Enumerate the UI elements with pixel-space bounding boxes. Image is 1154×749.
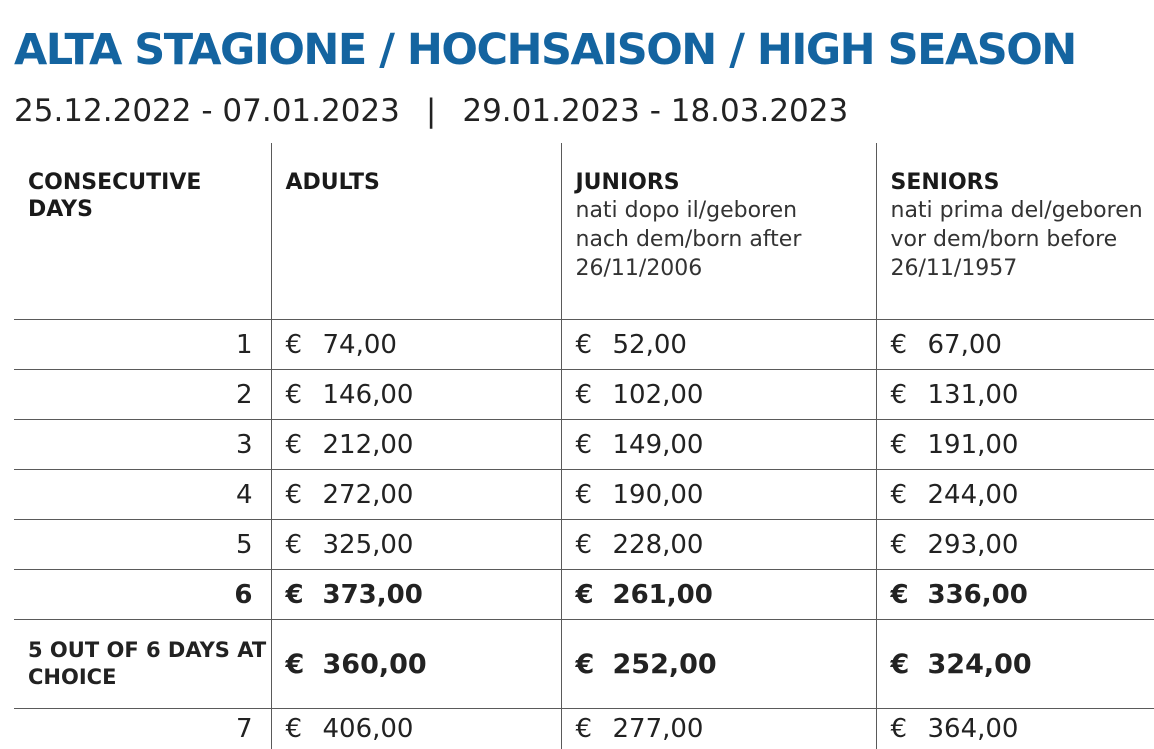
euro-sign: € xyxy=(576,714,613,744)
euro-sign: € xyxy=(891,530,928,560)
column-note: vor dem/born before xyxy=(891,225,1154,254)
date-range-1: 25.12.2022 - 07.01.2023 xyxy=(14,93,400,129)
price-value: 67,00 xyxy=(928,330,1002,360)
price-adults xyxy=(271,420,561,470)
table-row xyxy=(14,420,1154,470)
price-value: 191,00 xyxy=(928,430,1019,460)
table-row xyxy=(14,520,1154,570)
page-title: ALTA STAGIONE / HOCHSAISON / HIGH SEASON xyxy=(14,22,1076,78)
column-note: 26/11/2006 xyxy=(576,254,876,283)
table-row xyxy=(14,320,1154,370)
price-seniors xyxy=(876,620,1154,709)
table-row xyxy=(14,370,1154,420)
price-value: 102,00 xyxy=(613,380,704,410)
euro-sign: € xyxy=(891,714,928,744)
price-juniors xyxy=(561,570,876,620)
euro-sign: € xyxy=(891,649,928,680)
day-count: 3 xyxy=(14,420,271,470)
date-range-2: 29.01.2023 - 18.03.2023 xyxy=(462,93,848,129)
price-value: 212,00 xyxy=(323,430,414,460)
day-count: 6 xyxy=(14,570,271,620)
price-juniors xyxy=(561,370,876,420)
price-adults xyxy=(271,570,561,620)
price-juniors xyxy=(561,320,876,370)
euro-sign: € xyxy=(286,480,323,510)
price-value: 272,00 xyxy=(323,480,414,510)
price-adults xyxy=(271,320,561,370)
price-juniors xyxy=(561,709,876,749)
column-title: SENIORS xyxy=(891,169,1154,196)
price-seniors xyxy=(876,420,1154,470)
euro-sign: € xyxy=(576,430,613,460)
price-value: 228,00 xyxy=(613,530,704,560)
euro-sign: € xyxy=(286,649,323,680)
season-dates xyxy=(14,90,848,132)
choice-label: 5 OUT OF 6 DAYS AT CHOICE xyxy=(14,620,271,709)
column-title: ADULTS xyxy=(286,169,561,196)
euro-sign: € xyxy=(891,330,928,360)
price-seniors xyxy=(876,320,1154,370)
day-count: 7 xyxy=(14,709,271,749)
table-header-row xyxy=(14,143,1154,320)
price-seniors xyxy=(876,470,1154,520)
date-separator: | xyxy=(400,90,462,132)
price-value: 190,00 xyxy=(613,480,704,510)
euro-sign: € xyxy=(286,380,323,410)
price-juniors xyxy=(561,470,876,520)
euro-sign: € xyxy=(891,430,928,460)
table-row-choice xyxy=(14,620,1154,709)
price-adults xyxy=(271,709,561,749)
price-value: 74,00 xyxy=(323,330,397,360)
euro-sign: € xyxy=(576,480,613,510)
price-juniors xyxy=(561,520,876,570)
table-row xyxy=(14,470,1154,520)
price-seniors xyxy=(876,370,1154,420)
price-value: 131,00 xyxy=(928,380,1019,410)
price-value: 277,00 xyxy=(613,714,704,744)
column-note: nati dopo il/geboren xyxy=(576,196,876,225)
price-value: 364,00 xyxy=(928,714,1019,744)
euro-sign: € xyxy=(286,430,323,460)
table-row xyxy=(14,570,1154,620)
day-count: 1 xyxy=(14,320,271,370)
price-value: 360,00 xyxy=(323,649,427,680)
euro-sign: € xyxy=(286,714,323,744)
euro-sign: € xyxy=(891,380,928,410)
price-value: 149,00 xyxy=(613,430,704,460)
column-note: 26/11/1957 xyxy=(891,254,1154,283)
euro-sign: € xyxy=(286,530,323,560)
price-value: 293,00 xyxy=(928,530,1019,560)
price-seniors xyxy=(876,570,1154,620)
price-value: 252,00 xyxy=(613,649,717,680)
column-header-seniors xyxy=(876,143,1154,320)
price-adults xyxy=(271,520,561,570)
euro-sign: € xyxy=(286,330,323,360)
euro-sign: € xyxy=(891,480,928,510)
column-header-days xyxy=(14,143,271,320)
price-adults xyxy=(271,470,561,520)
price-value: 261,00 xyxy=(613,580,713,610)
column-title: JUNIORS xyxy=(576,169,876,196)
column-header-juniors xyxy=(561,143,876,320)
price-value: 244,00 xyxy=(928,480,1019,510)
price-seniors xyxy=(876,709,1154,749)
column-title: CONSECUTIVE DAYS xyxy=(28,169,238,223)
price-value: 146,00 xyxy=(323,380,414,410)
column-note: nach dem/born after xyxy=(576,225,876,254)
euro-sign: € xyxy=(576,530,613,560)
euro-sign: € xyxy=(891,580,928,610)
price-value: 52,00 xyxy=(613,330,687,360)
price-juniors xyxy=(561,620,876,709)
euro-sign: € xyxy=(576,580,613,610)
day-count: 2 xyxy=(14,370,271,420)
day-count: 4 xyxy=(14,470,271,520)
column-header-adults xyxy=(271,143,561,320)
column-note: nati prima del/geboren xyxy=(891,196,1154,225)
price-adults xyxy=(271,370,561,420)
price-seniors xyxy=(876,520,1154,570)
table-row-partial xyxy=(14,709,1154,749)
price-value: 324,00 xyxy=(928,649,1032,680)
price-table xyxy=(14,143,1154,749)
day-count: 5 xyxy=(14,520,271,570)
price-juniors xyxy=(561,420,876,470)
euro-sign: € xyxy=(576,330,613,360)
price-value: 406,00 xyxy=(323,714,414,744)
price-adults xyxy=(271,620,561,709)
price-value: 373,00 xyxy=(323,580,423,610)
euro-sign: € xyxy=(576,649,613,680)
euro-sign: € xyxy=(286,580,323,610)
price-value: 336,00 xyxy=(928,580,1028,610)
euro-sign: € xyxy=(576,380,613,410)
price-value: 325,00 xyxy=(323,530,414,560)
